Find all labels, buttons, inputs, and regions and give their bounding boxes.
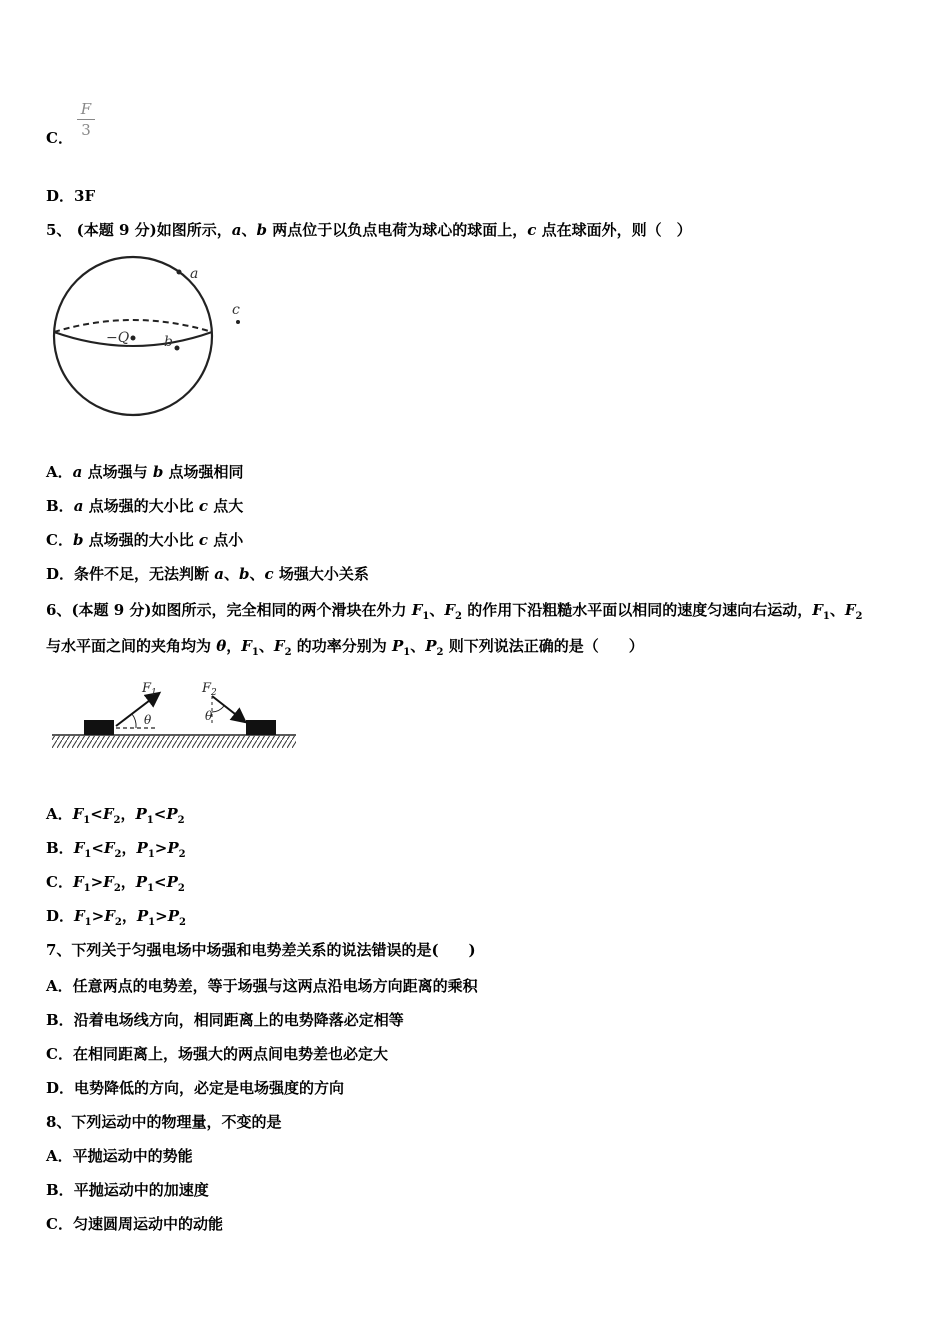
var-p: P — [391, 637, 404, 655]
f2-angle-arc — [212, 706, 224, 712]
option-text: 沿着电场线方向，相同距离上的电势降落必定相等 — [73, 1011, 404, 1029]
stem-text: 与水平面之间的夹角均为 — [46, 637, 217, 655]
q5-sphere-figure — [46, 250, 256, 425]
var-b: b — [256, 221, 267, 239]
q7-option-b — [46, 1010, 404, 1030]
fraction-denominator: 3 — [81, 121, 91, 139]
sphere-back-equator — [54, 320, 212, 332]
subscript: 1 — [83, 883, 91, 894]
var-f: F — [444, 601, 456, 619]
f2-label: $F_2$ — [202, 681, 217, 698]
option-text: 匀速圆周运动中的动能 — [72, 1215, 223, 1233]
point-c — [236, 320, 240, 324]
option-label: B． — [46, 1181, 74, 1199]
subscript: 1 — [84, 917, 92, 928]
var-theta: θ — [216, 637, 227, 655]
var: c — [264, 565, 274, 583]
option-label: A． — [46, 805, 73, 823]
q8-option-b — [46, 1180, 209, 1200]
subscript: 2 — [113, 883, 121, 894]
var: a — [72, 463, 83, 481]
subscript: 1 — [146, 815, 154, 826]
var: b — [152, 463, 164, 481]
q6-option-d — [46, 906, 186, 926]
subscript: 1 — [422, 611, 430, 622]
var-p: P — [425, 637, 437, 655]
subscript: 2 — [855, 611, 863, 622]
q5-option-a — [46, 462, 244, 482]
option-text: 条件不足，无法判断 — [74, 565, 215, 583]
relation: > — [154, 839, 168, 857]
sep: 、 — [258, 637, 274, 655]
relation: < — [91, 839, 104, 857]
relation: > — [91, 907, 105, 925]
force-arrow-f1 — [116, 694, 158, 726]
stem-text: 则下列说法正确的是（ ） — [443, 637, 644, 655]
relation: > — [90, 873, 104, 891]
var-f: F — [104, 907, 115, 925]
option-label: C． — [46, 873, 73, 891]
q6-stem-line1 — [46, 600, 863, 620]
sep: 、 — [223, 565, 239, 583]
point-a — [177, 270, 182, 275]
var-f: F — [411, 601, 423, 619]
option-text: 3F — [74, 187, 96, 205]
stem-text: 的作用下沿粗糙水平面以相同的速度匀速向右运动， — [462, 601, 813, 619]
option-label: D． — [46, 1079, 75, 1097]
option-text: 点大 — [208, 497, 244, 515]
q6-option-b — [46, 838, 186, 858]
var: c — [198, 531, 209, 549]
var: b — [72, 531, 84, 549]
subscript: 2 — [114, 849, 122, 860]
option-label: D． — [46, 907, 75, 925]
option-label: D． — [46, 187, 75, 205]
f1-angle-arc — [132, 714, 136, 728]
stem-text: (本题 9 分)如图所示， — [76, 221, 232, 239]
f1-theta-label: θ — [144, 713, 152, 727]
var-p: P — [135, 873, 148, 891]
option-text: 点场强与 — [82, 463, 153, 481]
q6-option-c — [46, 872, 185, 892]
var-f: F — [72, 873, 84, 891]
relation: > — [155, 907, 168, 925]
subscript: 1 — [148, 917, 156, 928]
subscript: 2 — [178, 849, 186, 860]
f2-theta-label: θ — [205, 709, 213, 723]
option-label: C． — [46, 1215, 73, 1233]
var-f: F — [273, 637, 285, 655]
subscript: 2 — [284, 647, 292, 658]
subscript: 1 — [83, 815, 91, 826]
f1-label: $F_1$ — [142, 681, 157, 698]
var: c — [198, 497, 209, 515]
slider-block-1 — [84, 720, 114, 735]
q6-sliders-figure — [52, 676, 298, 754]
subscript: 2 — [178, 917, 186, 928]
sep: 、 — [829, 601, 845, 619]
var-f: F — [103, 839, 115, 857]
stem-text: (本题 9 分)如图所示，完全相同的两个滑块在外力 — [71, 601, 412, 619]
subscript: 1 — [147, 883, 155, 894]
option-label: A． — [46, 1147, 73, 1165]
subscript: 1 — [403, 647, 411, 658]
sep: 、 — [410, 637, 426, 655]
var-a: a — [231, 221, 242, 239]
subscript: 1 — [147, 849, 155, 860]
subscript: 2 — [113, 815, 121, 826]
option-label: B． — [46, 839, 74, 857]
var-f: F — [812, 601, 823, 619]
stem-text: 的功率分别为 — [291, 637, 392, 655]
var-f: F — [103, 873, 114, 891]
sep: ， — [121, 907, 137, 925]
label-a: a — [190, 266, 199, 282]
var-f: F — [72, 805, 84, 823]
option-text: 点场强的大小比 — [83, 531, 199, 549]
q8-stem: 8、下列运动中的物理量，不变的是 — [46, 1113, 282, 1131]
option-label: A． — [46, 977, 73, 995]
force-arrow-f2 — [212, 696, 244, 721]
stem-text: 点在球面外，则（ ） — [536, 221, 692, 239]
option-text: 平抛运动中的势能 — [72, 1147, 193, 1165]
subscript: 2 — [177, 883, 185, 894]
sep: 、 — [241, 221, 257, 239]
var-p: P — [167, 907, 179, 925]
charge-point — [131, 336, 136, 341]
var-p: P — [136, 839, 148, 857]
var-p: P — [135, 805, 147, 823]
relation: < — [154, 873, 167, 891]
var: a — [73, 497, 84, 515]
option-label: C． — [46, 531, 73, 549]
subscript: 2 — [177, 815, 185, 826]
q6-stem-line2 — [46, 636, 644, 656]
q7-option-a — [46, 976, 478, 996]
relation: < — [153, 805, 167, 823]
point-b — [175, 346, 180, 351]
option-text: 电势降低的方向，必定是电场强度的方向 — [74, 1079, 345, 1097]
var: a — [214, 565, 224, 583]
sep: ， — [120, 805, 136, 823]
var-f: F — [74, 907, 85, 925]
var-c: c — [527, 221, 537, 239]
q4-option-c-fraction — [77, 100, 95, 139]
q5-option-c — [46, 530, 243, 550]
q4-option-d — [46, 186, 95, 206]
q6-option-a — [46, 804, 185, 824]
var-f: F — [102, 805, 114, 823]
q8-option-a — [46, 1146, 193, 1166]
ground-hatch — [52, 736, 296, 748]
option-label: A． — [46, 463, 73, 481]
question-number: 6、 — [46, 601, 72, 619]
var: b — [239, 565, 250, 583]
q7-stem: 7、下列关于匀强电场中场强和电势差关系的说法错误的是( ) — [46, 941, 476, 959]
fraction-numerator: F — [80, 100, 92, 118]
charge-label: −Q — [106, 330, 130, 346]
q4-option-c-label: C． — [46, 129, 73, 147]
subscript: 1 — [822, 611, 830, 622]
q5-option-d — [46, 564, 369, 584]
option-text: 任意两点的电势差，等于场强与这两点沿电场方向距离的乘积 — [72, 977, 478, 995]
subscript: 1 — [84, 849, 92, 860]
option-text: 点小 — [208, 531, 244, 549]
var-p: P — [166, 805, 178, 823]
sep: ， — [120, 873, 136, 891]
option-text: 在相同距离上，场强大的两点间电势差也必定大 — [72, 1045, 388, 1063]
var-p: P — [167, 839, 179, 857]
subscript: 1 — [251, 647, 259, 658]
var-f: F — [241, 637, 252, 655]
stem-text: 两点位于以负点电荷为球心的球面上， — [267, 221, 528, 239]
sep: 、 — [429, 601, 445, 619]
sep: ， — [121, 839, 137, 857]
subscript: 2 — [114, 917, 122, 928]
label-c: c — [232, 302, 240, 318]
q5-stem — [46, 220, 692, 240]
label-b: b — [164, 334, 173, 350]
q5-option-b — [46, 496, 243, 516]
slider-block-2 — [246, 720, 276, 735]
option-label: B． — [46, 497, 74, 515]
var-p: P — [166, 873, 178, 891]
q7-option-d — [46, 1078, 344, 1098]
sep: ， — [226, 637, 242, 655]
subscript: 2 — [455, 611, 463, 622]
question-number: 5、 — [46, 221, 72, 239]
option-label: C． — [46, 1045, 73, 1063]
relation: < — [90, 805, 103, 823]
subscript: 2 — [436, 647, 444, 658]
option-text: 点场强相同 — [163, 463, 244, 481]
option-text: 场强大小关系 — [273, 565, 369, 583]
q7-option-c — [46, 1044, 388, 1064]
option-text: 平抛运动中的加速度 — [73, 1181, 209, 1199]
option-text: 点场强的大小比 — [83, 497, 199, 515]
option-label: D． — [46, 565, 75, 583]
var-f: F — [73, 839, 85, 857]
option-label: B． — [46, 1011, 74, 1029]
q8-option-c — [46, 1214, 223, 1234]
var-f: F — [844, 601, 856, 619]
var-p: P — [136, 907, 149, 925]
sep: 、 — [249, 565, 265, 583]
fraction-bar — [77, 119, 95, 120]
